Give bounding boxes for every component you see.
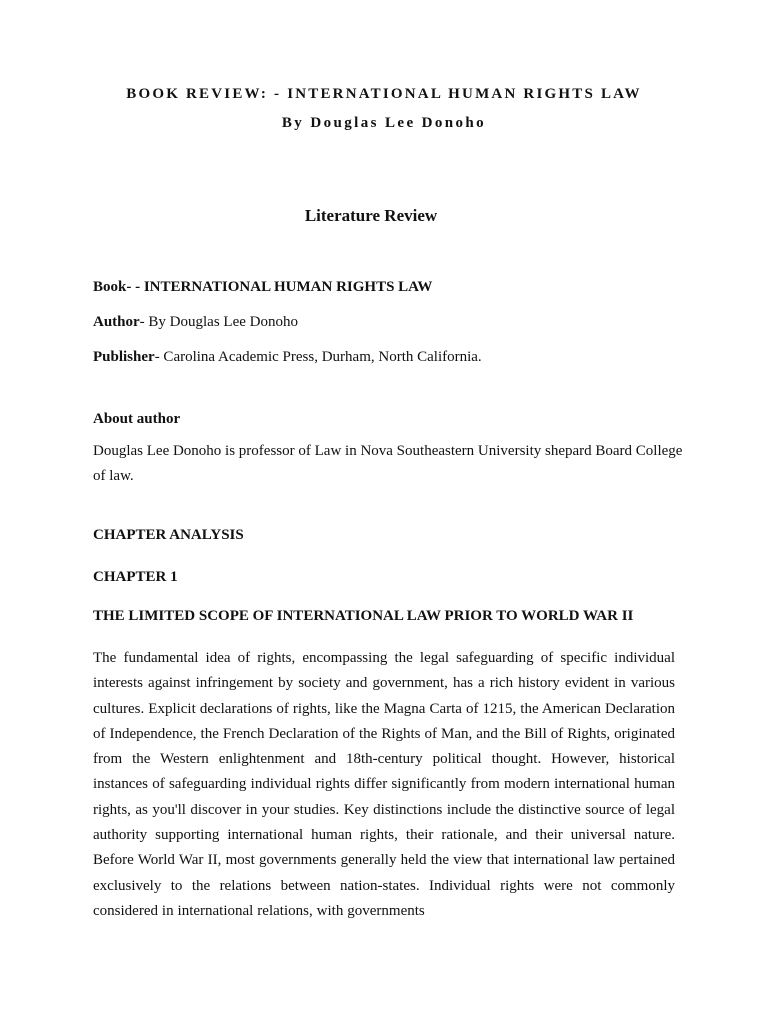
- chapter-paragraph: The fundamental idea of rights, encompassing the legal safeguarding of specific individual interests against infringement by society and government, has a rich history evident in various cultures. Explicit declarations of rights, like the Magna Carta of 1215, the American Declaration of Independence, the French Declaration of the Rights of Man, and the Bill of Rights, originated from the Western enlightenment and 18th-century political thought. However, historical instances of safeguarding individual rights differ significantly from modern international human rights, as you'll discover in your studies. Key distinctions include the distinctive source of legal authority supporting international human rights, their rationale, and their universal nature. Before World War II, most governments generally held the view that international law pertained exclusively to the relations between nation-states. Individual rights were not commonly considered in international relations, with governments: [93, 650, 675, 919]
- author-value: - By Douglas Lee Donoho: [139, 314, 298, 330]
- document-title: BOOK REVIEW: - INTERNATIONAL HUMAN RIGHTS LAW: [126, 86, 642, 102]
- publisher-value: - Carolina Academic Press, Durham, North California.: [154, 349, 482, 365]
- about-author-heading: About author: [93, 411, 181, 427]
- section-heading: Literature Review: [304, 206, 438, 225]
- chapter-analysis-heading: CHAPTER ANALYSIS: [93, 527, 244, 543]
- book-value: - INTERNATIONAL HUMAN RIGHTS LAW: [131, 279, 433, 295]
- publisher-line: [93, 349, 482, 366]
- publisher-label: Publisher: [93, 349, 155, 365]
- author-label: Author: [93, 314, 140, 330]
- chapter-number: CHAPTER 1: [93, 569, 178, 585]
- author-line: [93, 314, 298, 331]
- about-author-text: Douglas Lee Donoho is professor of Law in Nova Southeastern University shepard Board College of law.: [93, 443, 683, 484]
- book-line: [93, 279, 432, 296]
- book-label: Book-: [93, 279, 132, 295]
- chapter-title: THE LIMITED SCOPE OF INTERNATIONAL LAW PRIOR TO WORLD WAR II: [93, 608, 634, 624]
- document-byline: By Douglas Lee Donoho: [281, 115, 487, 131]
